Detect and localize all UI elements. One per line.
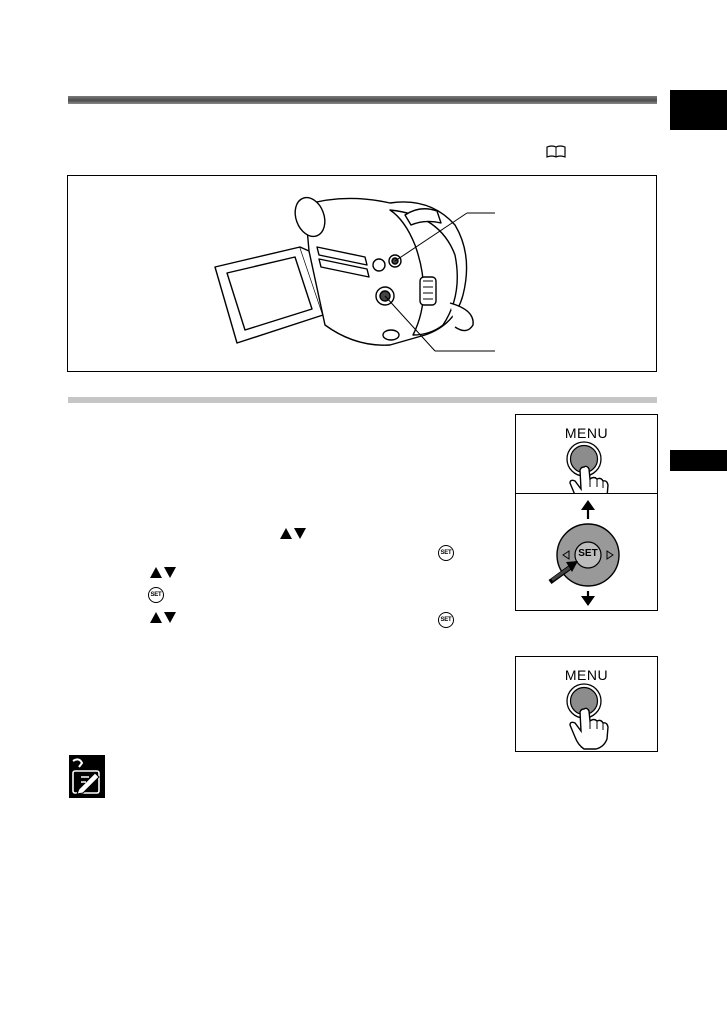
set-label: SET xyxy=(578,548,598,559)
set-button-icon xyxy=(438,545,454,561)
menu-button-figure-2 xyxy=(515,656,658,752)
up-down-arrows-icon xyxy=(280,528,306,540)
set-button-icon xyxy=(438,612,454,628)
set-glyph-text: SET xyxy=(440,617,452,623)
menu-button-label: MENU xyxy=(564,425,609,441)
section-tab xyxy=(670,450,727,471)
open-book-icon xyxy=(546,145,566,159)
camcorder-illustration xyxy=(205,185,500,365)
menu-button-label: MENU xyxy=(564,667,609,683)
steps-rule xyxy=(68,397,657,403)
chapter-tab xyxy=(670,90,727,130)
set-joystick-figure xyxy=(515,493,658,611)
set-button-icon xyxy=(148,587,164,603)
up-down-arrows-icon xyxy=(150,567,176,579)
set-glyph-text: SET xyxy=(150,592,162,598)
section-header-rule xyxy=(68,96,657,104)
pencil-note-icon xyxy=(69,755,105,798)
menu-press-icon xyxy=(554,681,624,751)
set-glyph-text: SET xyxy=(440,550,452,556)
up-down-arrows-icon xyxy=(150,612,176,624)
